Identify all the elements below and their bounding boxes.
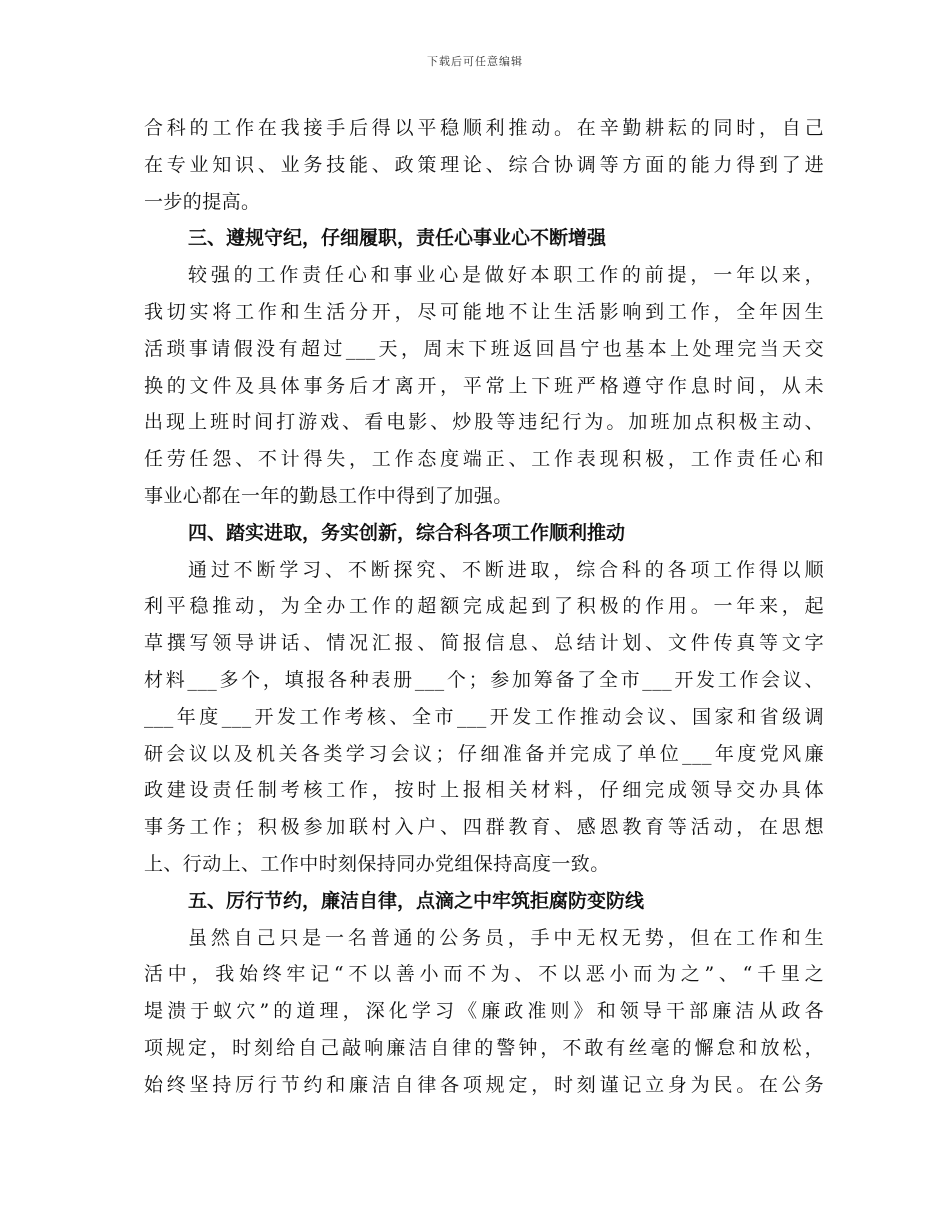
text-line: 利平稳推动，为全办工作的超额完成起到了积极的作用。一年来，起 (144, 595, 824, 618)
text-line: 虽然自己只是一名普通的公务员，手中无权无势，但在工作和生 (188, 926, 824, 949)
text-line: 一步的提高。 (144, 190, 261, 213)
section-heading: 四、踏实进取，务实创新，综合科各项工作顺利推动 (188, 521, 626, 544)
text-line: 事务工作；积极参加联村入户、四群教育、感恩教育等活动，在思想 (144, 816, 824, 839)
document-body (144, 110, 824, 1104)
paragraph (144, 920, 824, 1104)
text-line: 通过不断学习、不断探究、不断进取，综合科的各项工作得以顺 (188, 558, 824, 581)
text-line: 政建设责任制考核工作，按时上报相关材料，仔细完成领导交办具体 (144, 779, 824, 802)
text-line: ___年度___开发工作考核、全市___开发工作推动会议、国家和省级调 (144, 705, 824, 728)
text-line: 活琐事请假没有超过___天，周末下班返回昌宁也基本上处理完当天交 (144, 337, 824, 360)
text-line: 出现上班时间打游戏、看电影、炒股等违纪行为。加班加点积极主动、 (144, 411, 824, 434)
paragraph (144, 257, 824, 515)
paragraph (144, 552, 824, 883)
text-line: 项规定，时刻给自己敲响廉洁自律的警钟，不敢有丝毫的懈怠和放松， (144, 1036, 824, 1059)
text-line: 事业心都在一年的勤恳工作中得到了加强。 (144, 484, 513, 507)
text-line: 草撰写领导讲话、情况汇报、简报信息、总结计划、文件传真等文字 (144, 632, 824, 655)
text-line: 始终坚持厉行节约和廉洁自律各项规定，时刻谨记立身为民。在公务 (144, 1073, 824, 1096)
text-line: 换的文件及具体事务后才离开，平常上下班严格遵守作息时间，从未 (144, 374, 824, 397)
text-line: 任劳任怨、不计得失，工作态度端正、工作表现积极，工作责任心和 (144, 448, 824, 471)
text-line: 我切实将工作和生活分开，尽可能地不让生活影响到工作，全年因生 (144, 300, 824, 323)
text-line: 合科的工作在我接手后得以平稳顺利推动。在辛勤耕耘的同时，自己 (144, 117, 824, 139)
text-line: 在专业知识、业务技能、政策理论、综合协调等方面的能力得到了进 (144, 153, 824, 176)
text-line: 研会议以及机关各类学习会议；仔细准备并完成了单位___年度党风廉 (144, 742, 824, 765)
page-header: 下载后可任意编辑 (427, 55, 523, 68)
paragraph (144, 110, 824, 220)
text-line: 堤溃于蚁穴”的道理，深化学习《廉政准则》和领导干部廉洁从政各 (144, 1000, 824, 1023)
text-line: 较强的工作责任心和事业心是做好本职工作的前提，一年以来， (188, 264, 824, 287)
text-line: 上、行动上、工作中时刻保持同办党组保持高度一致。 (144, 852, 610, 875)
text-line: 材料___多个，填报各种表册___个；参加筹备了全市___开发工作会议、 (144, 668, 824, 691)
section-heading: 五、厉行节约，廉洁自律，点滴之中牢筑拒腐防变防线 (188, 889, 645, 912)
text-line: 活中，我始终牢记“不以善小而不为、不以恶小而为之”、“千里之 (144, 963, 824, 986)
section-heading: 三、遵规守纪，仔细履职，责任心事业心不断增强 (188, 227, 607, 250)
